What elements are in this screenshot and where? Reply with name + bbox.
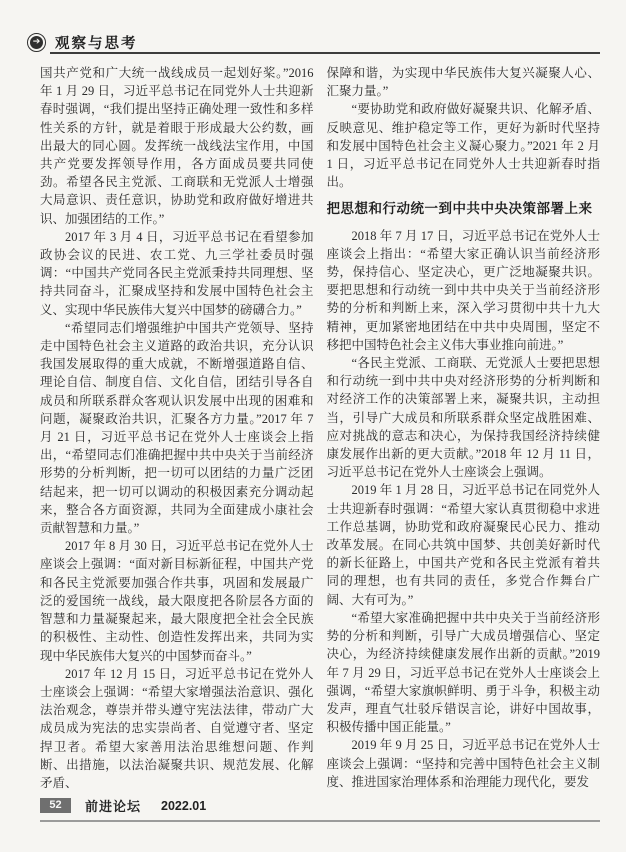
footer-row	[40, 796, 600, 820]
paragraph: 2017 年 3 月 4 日，习近平总书记在看望参加政协会议的民进、农工党、九三学社委员时强调：“中国共产党同各民主党派秉持共同理想、坚持共同奋斗，汇聚成坚持和发展中国特色社会主义、实现中华民族伟大复兴中国梦的磅礴合力。”	[40, 229, 314, 317]
paragraph: “各民主党派、工商联、无党派人士要把思想和行动统一到中共中央对经济形势的分析判断和对经济工作的决策部署上来，凝聚共识，主动担当，引导广大成员和所联系群众坚定战胜困难、应对挑战的意志和决心，为保持我国经济持续健康发展作出新的更大贡献。”2018 年 12 月 11 日，习近平总书记在党外人士座谈会上强调。	[326, 356, 600, 480]
paragraph: 2019 年 1 月 28 日，习近平总书记在同党外人士共迎新春时强调：“希望大家认真贯彻稳中求进工作总基调，协助党和政府凝聚民心民力、推动改革发展。在同心共筑中国梦、共创美好新时代的新长征路上，中国共产党和各民主党派有着共同的理想，也有共同的责任，多党合作舞台广阔、大有可为。”	[326, 483, 600, 607]
paragraph: 2019 年 9 月 25 日，习近平总书记在党外人士座谈会上强调：“坚持和完善中国特色社会主义制度、推进国家治理体系和治理能力现代化，要发	[326, 738, 600, 789]
right-column	[327, 64, 601, 794]
arrow-glyph: ➔	[30, 36, 43, 49]
page-number-badge: 52	[40, 798, 71, 813]
left-column	[40, 64, 314, 794]
page-footer	[40, 796, 600, 822]
paragraph: 国共产党和广大统一战线成员一起划好桨。”2016 年 1 月 29 日，习近平总书记在同党外人士共迎新春时强调，“我们提出坚持正确处理一致性和多样性关系的方针，就是着眼于形成最大公约数，画出最大的同心圆。发挥统一战线法宝作用，中国共产党要发挥领导作用，各方面成员要共同使劲。希望各民主党派、工商联和无党派人士增强大局意识、责任意识，协助党和政府做好增进共识、加强团结的工作。”	[40, 66, 314, 226]
section-title: 观察与思考	[55, 35, 138, 52]
paragraph: “希望大家准确把握中共中央关于当前经济形势的分析和判断，引导广大成员增强信心、坚定决心，为经济持续健康发展作出新的贡献。”2019 年 7 月 29 日，习近平总书记在党外人士座谈会上强调，“希望大家旗帜鲜明、勇于斗争，积极主动发声，理直气壮驳斥错误言论，讲好中国故事，积极传播中国正能量。”	[326, 610, 600, 735]
section-heading: 把思想和行动统一到中共中央决策部署上来	[326, 201, 593, 217]
paragraph: “希望同志们增强维护中国共产党领导、坚持走中国特色社会主义道路的政治共识，充分认识我国发展取得的重大成就，不断增强道路自信、理论自信、制度自信、文化自信，团结引导各自成员和所联系群众客观认识发展中出现的困难和问题，凝聚政治共识，汇聚各方力量。”2017 年 7 月 21 日，习近平总书记在党外人士座谈会上指出，“希望同志们准确把握中共中央关于当前经济形势的分析判断，把一切可以团结的力量广泛团结起来，把一切可以调动的积极因素充分调动起来，整合各方面资源，共同为全面建成小康社会贡献智慧和力量。”	[40, 320, 314, 536]
circle-arrow-icon	[27, 33, 46, 52]
journal-name: 前进论坛	[85, 799, 142, 814]
issue-label: 2022.01	[161, 798, 207, 813]
paragraph: 保障和谐，为实现中华民族伟大复兴凝聚人心、汇聚力量。”	[326, 66, 600, 99]
footer-rule	[40, 820, 600, 822]
paragraph: 2017 年 8 月 30 日，习近平总书记在党外人士座谈会上强调：“面对新目标新征程，中国共产党和各民主党派要加强合作共事，巩固和发展最广泛的爱国统一战线，最大限度把各阶层各方面的智慧和力量凝聚起来，最大限度把全社会全民族的积极性、主动性、创造性发挥出来，共同为实现中华民族伟大复兴的中国梦而奋斗。”	[40, 539, 314, 663]
paragraph: 2018 年 7 月 17 日，习近平总书记在党外人士座谈会上指出：“希望大家正确认识当前经济形势，保持信心、坚定决心，更广泛地凝聚共识。要把思想和行动统一到中共中央关于当前经济形势的分析和判断上来，深入学习贯彻中共十九大精神，更加紧密地团结在中共中央周围，坚定不移把中国特色社会主义伟大事业推向前进。”	[326, 228, 600, 352]
article-body	[40, 64, 600, 794]
paragraph: “要协助党和政府做好凝聚共识、化解矛盾、反映意见、维护稳定等工作，更好为新时代坚持和发展中国特色社会主义凝心聚力。”2021 年 2 月 1 日，习近平总书记在同党外人士共迎新春时指出。	[326, 102, 600, 190]
header-rule	[50, 52, 600, 54]
paragraph: 2017 年 12 月 15 日，习近平总书记在党外人士座谈会上强调：“希望大家增强法治意识、强化法治观念，尊崇并带头遵守宪法法律，带动广大成员成为宪法的忠实崇尚者、自觉遵守者、坚定捍卫者。希望大家善用法治思维想问题、作判断、出措施，以法治凝聚共识、规范发展、化解矛盾、	[40, 666, 314, 790]
